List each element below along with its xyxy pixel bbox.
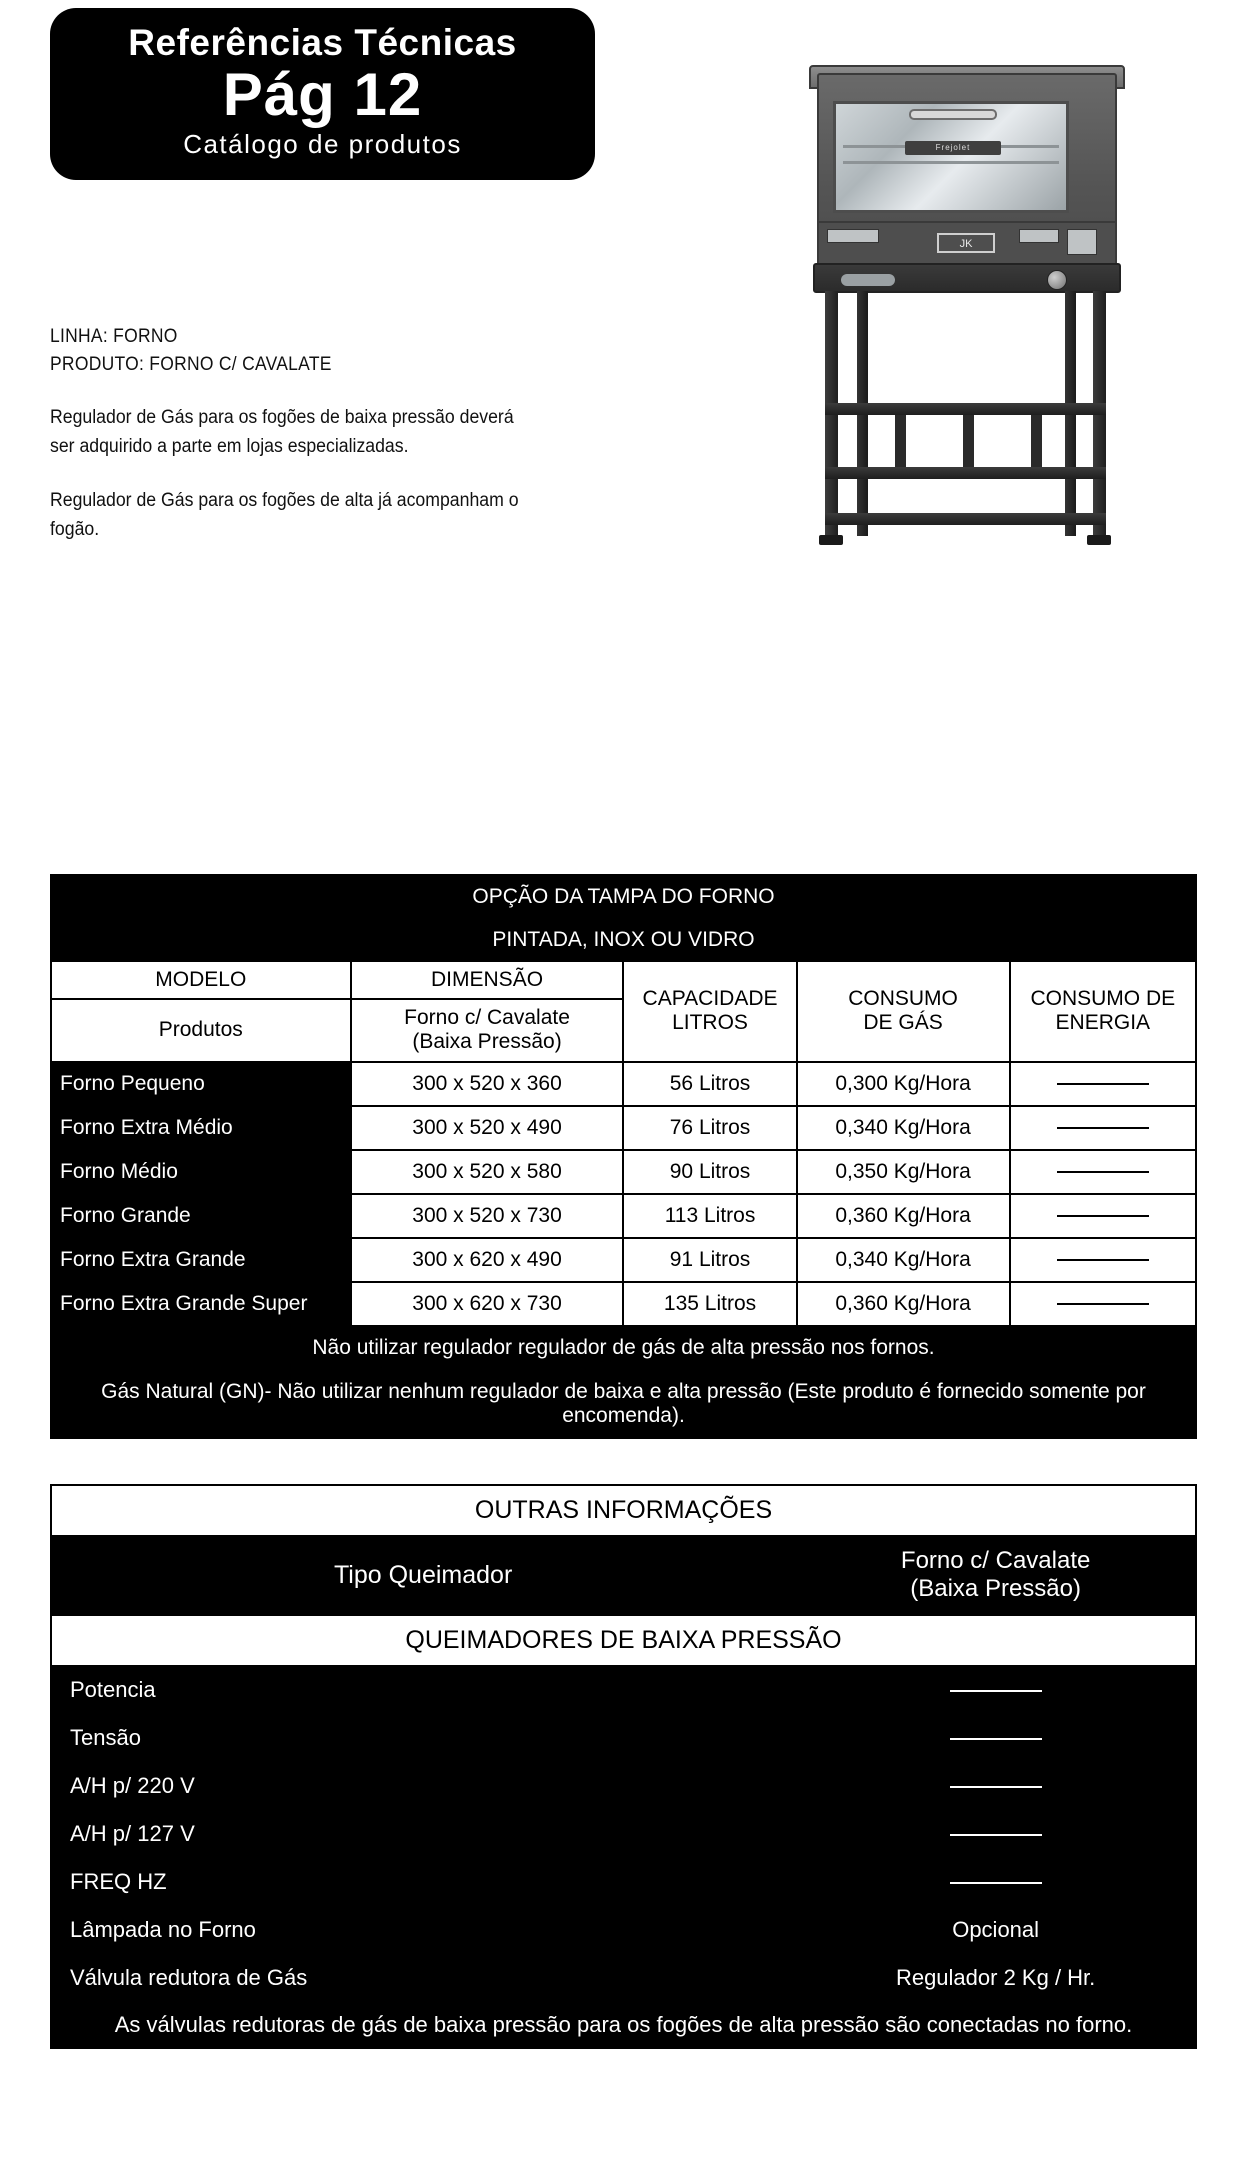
table-row (51, 1194, 1196, 1238)
table-row (51, 1238, 1196, 1282)
cell-consumo-energia (1010, 1238, 1196, 1282)
stand-foot (819, 535, 843, 545)
header-capacidade-line2: LITROS (672, 1011, 748, 1035)
stand-crossbar (963, 415, 974, 467)
table-row (51, 1106, 1196, 1150)
cell-consumo-gas: 0,340 Kg/Hora (797, 1106, 1010, 1150)
dash-mark (1057, 1303, 1149, 1305)
table-subtitle-row (51, 919, 1196, 961)
dash-mark (1057, 1215, 1149, 1217)
intro-text (50, 323, 570, 544)
dash-mark (1057, 1259, 1149, 1261)
stand-crossbar (895, 415, 906, 467)
cell-dimensao: 300 x 520 x 730 (351, 1194, 624, 1238)
other-footer-row (51, 2002, 1196, 2048)
cell-consumo-gas: 0,300 Kg/Hora (797, 1062, 1010, 1106)
table-title-row (51, 875, 1196, 919)
specs-table-title: OPÇÃO DA TAMPA DO FORNO (51, 875, 1196, 919)
dash-mark (950, 1834, 1042, 1836)
stand-leg (1093, 291, 1106, 543)
cell-consumo-energia (1010, 1150, 1196, 1194)
row-value (795, 1810, 1196, 1858)
header-capacidade (623, 961, 796, 1061)
row-value (795, 1762, 1196, 1810)
header-dimensao: DIMENSÃO (351, 961, 624, 999)
oven-door-handle (909, 109, 997, 120)
cell-dimensao: 300 x 620 x 730 (351, 1282, 624, 1326)
other-info-table (50, 1484, 1197, 2050)
row-label: A/H p/ 127 V (51, 1810, 795, 1858)
row-label: FREQ HZ (51, 1858, 795, 1906)
panel-sticker (827, 229, 879, 243)
cell-capacidade: 56 Litros (623, 1062, 796, 1106)
product-line: LINHA: FORNO (50, 326, 178, 347)
row-value (795, 1666, 1196, 1714)
oven-knob (1047, 270, 1067, 290)
table-row (51, 1810, 1196, 1858)
cell-consumo-energia (1010, 1194, 1196, 1238)
page-title-line2: Pág 12 (222, 60, 423, 128)
table-row (51, 1954, 1196, 2002)
page-title-line1: Referências Técnicas (128, 22, 517, 63)
dash-mark (950, 1882, 1042, 1884)
table-row (51, 1062, 1196, 1106)
cell-consumo-gas: 0,360 Kg/Hora (797, 1282, 1010, 1326)
row-label: Lâmpada no Forno (51, 1906, 795, 1954)
other-title-row (51, 1485, 1196, 1536)
oven-shelf (843, 161, 1059, 164)
table-row (51, 1666, 1196, 1714)
specs-table-subtitle: PINTADA, INOX OU VIDRO (51, 919, 1196, 961)
title-badge (50, 8, 595, 180)
cell-modelo: Forno Extra Grande Super (51, 1282, 351, 1326)
stand-crossbar (1031, 415, 1042, 467)
specs-table (50, 874, 1197, 1438)
dash-mark (1057, 1127, 1149, 1129)
dash-mark (950, 1690, 1042, 1692)
row-value: Opcional (795, 1906, 1196, 1954)
cell-consumo-energia (1010, 1062, 1196, 1106)
panel-logo: JK (937, 233, 995, 253)
cell-modelo: Forno Extra Médio (51, 1106, 351, 1150)
other-header-row (51, 1536, 1196, 1616)
other-col2-header (795, 1536, 1196, 1616)
cell-modelo: Forno Médio (51, 1150, 351, 1194)
specs-note-2: Gás Natural (GN)- Não utilizar nenhum regulador de baixa e alta pressão (Este produto é fornecido somente por encomenda). (51, 1370, 1196, 1438)
other-section-row (51, 1615, 1196, 1666)
specs-note-1: Não utilizar regulador regulador de gás de alta pressão nos fornos. (51, 1326, 1196, 1370)
panel-sticker (1067, 229, 1097, 255)
product-image (757, 63, 1177, 583)
cell-modelo: Forno Grande (51, 1194, 351, 1238)
intro-paragraph-1: Regulador de Gás para os fogões de baixa pressão deverá ser adquirido a parte em lojas especializadas. (50, 407, 514, 457)
cell-consumo-gas: 0,340 Kg/Hora (797, 1238, 1010, 1282)
other-col2-header-line2: (Baixa Pressão) (910, 1575, 1081, 1603)
other-info-title: OUTRAS INFORMAÇÕES (51, 1485, 1196, 1536)
table-note-row (51, 1326, 1196, 1370)
row-label: Potencia (51, 1666, 795, 1714)
table-row (51, 1150, 1196, 1194)
table-row (51, 1714, 1196, 1762)
dash-mark (950, 1786, 1042, 1788)
panel-sticker (1019, 229, 1059, 243)
other-footer-note: As válvulas redutoras de gás de baixa pressão para os fogões de alta pressão são conectadas no forno. (51, 2002, 1196, 2048)
oven-brand-plate: Frejolet (905, 141, 1001, 155)
dash-mark (950, 1738, 1042, 1740)
cell-consumo-energia (1010, 1106, 1196, 1150)
oven-stand (817, 291, 1117, 546)
cell-consumo-gas: 0,350 Kg/Hora (797, 1150, 1010, 1194)
header-consumo-gas (797, 961, 1010, 1061)
oven-base (813, 263, 1121, 293)
cell-capacidade: 91 Litros (623, 1238, 796, 1282)
header-dim-detail (351, 999, 624, 1061)
row-label: Tensão (51, 1714, 795, 1762)
header-consumo-energia-line2: ENERGIA (1055, 1011, 1151, 1035)
header-dim-detail-line2: (Baixa Pressão) (412, 1030, 562, 1054)
cell-dimensao: 300 x 620 x 490 (351, 1238, 624, 1282)
table-row (51, 1762, 1196, 1810)
table-row (51, 1906, 1196, 1954)
oven-base-badge (841, 274, 895, 286)
cell-capacidade: 90 Litros (623, 1150, 796, 1194)
table-row (51, 1282, 1196, 1326)
cell-modelo: Forno Extra Grande (51, 1238, 351, 1282)
cell-dimensao: 300 x 520 x 360 (351, 1062, 624, 1106)
header-consumo-energia-line1: CONSUMO DE (1030, 987, 1176, 1011)
other-col1-header: Tipo Queimador (51, 1536, 795, 1616)
header-capacidade-line1: CAPACIDADE (642, 987, 778, 1011)
row-label: A/H p/ 220 V (51, 1762, 795, 1810)
header-dim-detail-line1: Forno c/ Cavalate (404, 1006, 570, 1030)
header-consumo-energia (1010, 961, 1196, 1061)
stand-leg (825, 291, 838, 543)
header-consumo-gas-line2: DE GÁS (863, 1011, 943, 1035)
dash-mark (1057, 1083, 1149, 1085)
cell-capacidade: 135 Litros (623, 1282, 796, 1326)
stand-rail (825, 513, 1106, 525)
intro-paragraph-2: Regulador de Gás para os fogões de alta já acompanham o fogão. (50, 490, 519, 540)
oven-control-panel (819, 221, 1115, 265)
row-value (795, 1714, 1196, 1762)
other-col2-header-line1: Forno c/ Cavalate (900, 1546, 1091, 1574)
header-produtos: Produtos (51, 999, 351, 1061)
cell-dimensao: 300 x 520 x 580 (351, 1150, 624, 1194)
cell-capacidade: 76 Litros (623, 1106, 796, 1150)
row-label: Válvula redutora de Gás (51, 1954, 795, 2002)
stand-rail (825, 403, 1106, 415)
row-value: Regulador 2 Kg / Hr. (795, 1954, 1196, 2002)
table-header-row-1 (51, 961, 1196, 999)
stand-rail (825, 467, 1106, 479)
row-value (795, 1858, 1196, 1906)
stand-foot (1087, 535, 1111, 545)
table-note-row (51, 1370, 1196, 1438)
table-row (51, 1858, 1196, 1906)
header-modelo: MODELO (51, 961, 351, 999)
cell-consumo-gas: 0,360 Kg/Hora (797, 1194, 1010, 1238)
cell-dimensao: 300 x 520 x 490 (351, 1106, 624, 1150)
other-section-title: QUEIMADORES DE BAIXA PRESSÃO (51, 1615, 1196, 1666)
cell-consumo-energia (1010, 1282, 1196, 1326)
page-title-line3: Catálogo de produtos (183, 128, 462, 159)
dash-mark (1057, 1171, 1149, 1173)
product-name: PRODUTO: FORNO C/ CAVALATE (50, 353, 332, 375)
cell-capacidade: 113 Litros (623, 1194, 796, 1238)
cell-modelo: Forno Pequeno (51, 1062, 351, 1106)
header-consumo-gas-line1: CONSUMO (848, 987, 958, 1011)
